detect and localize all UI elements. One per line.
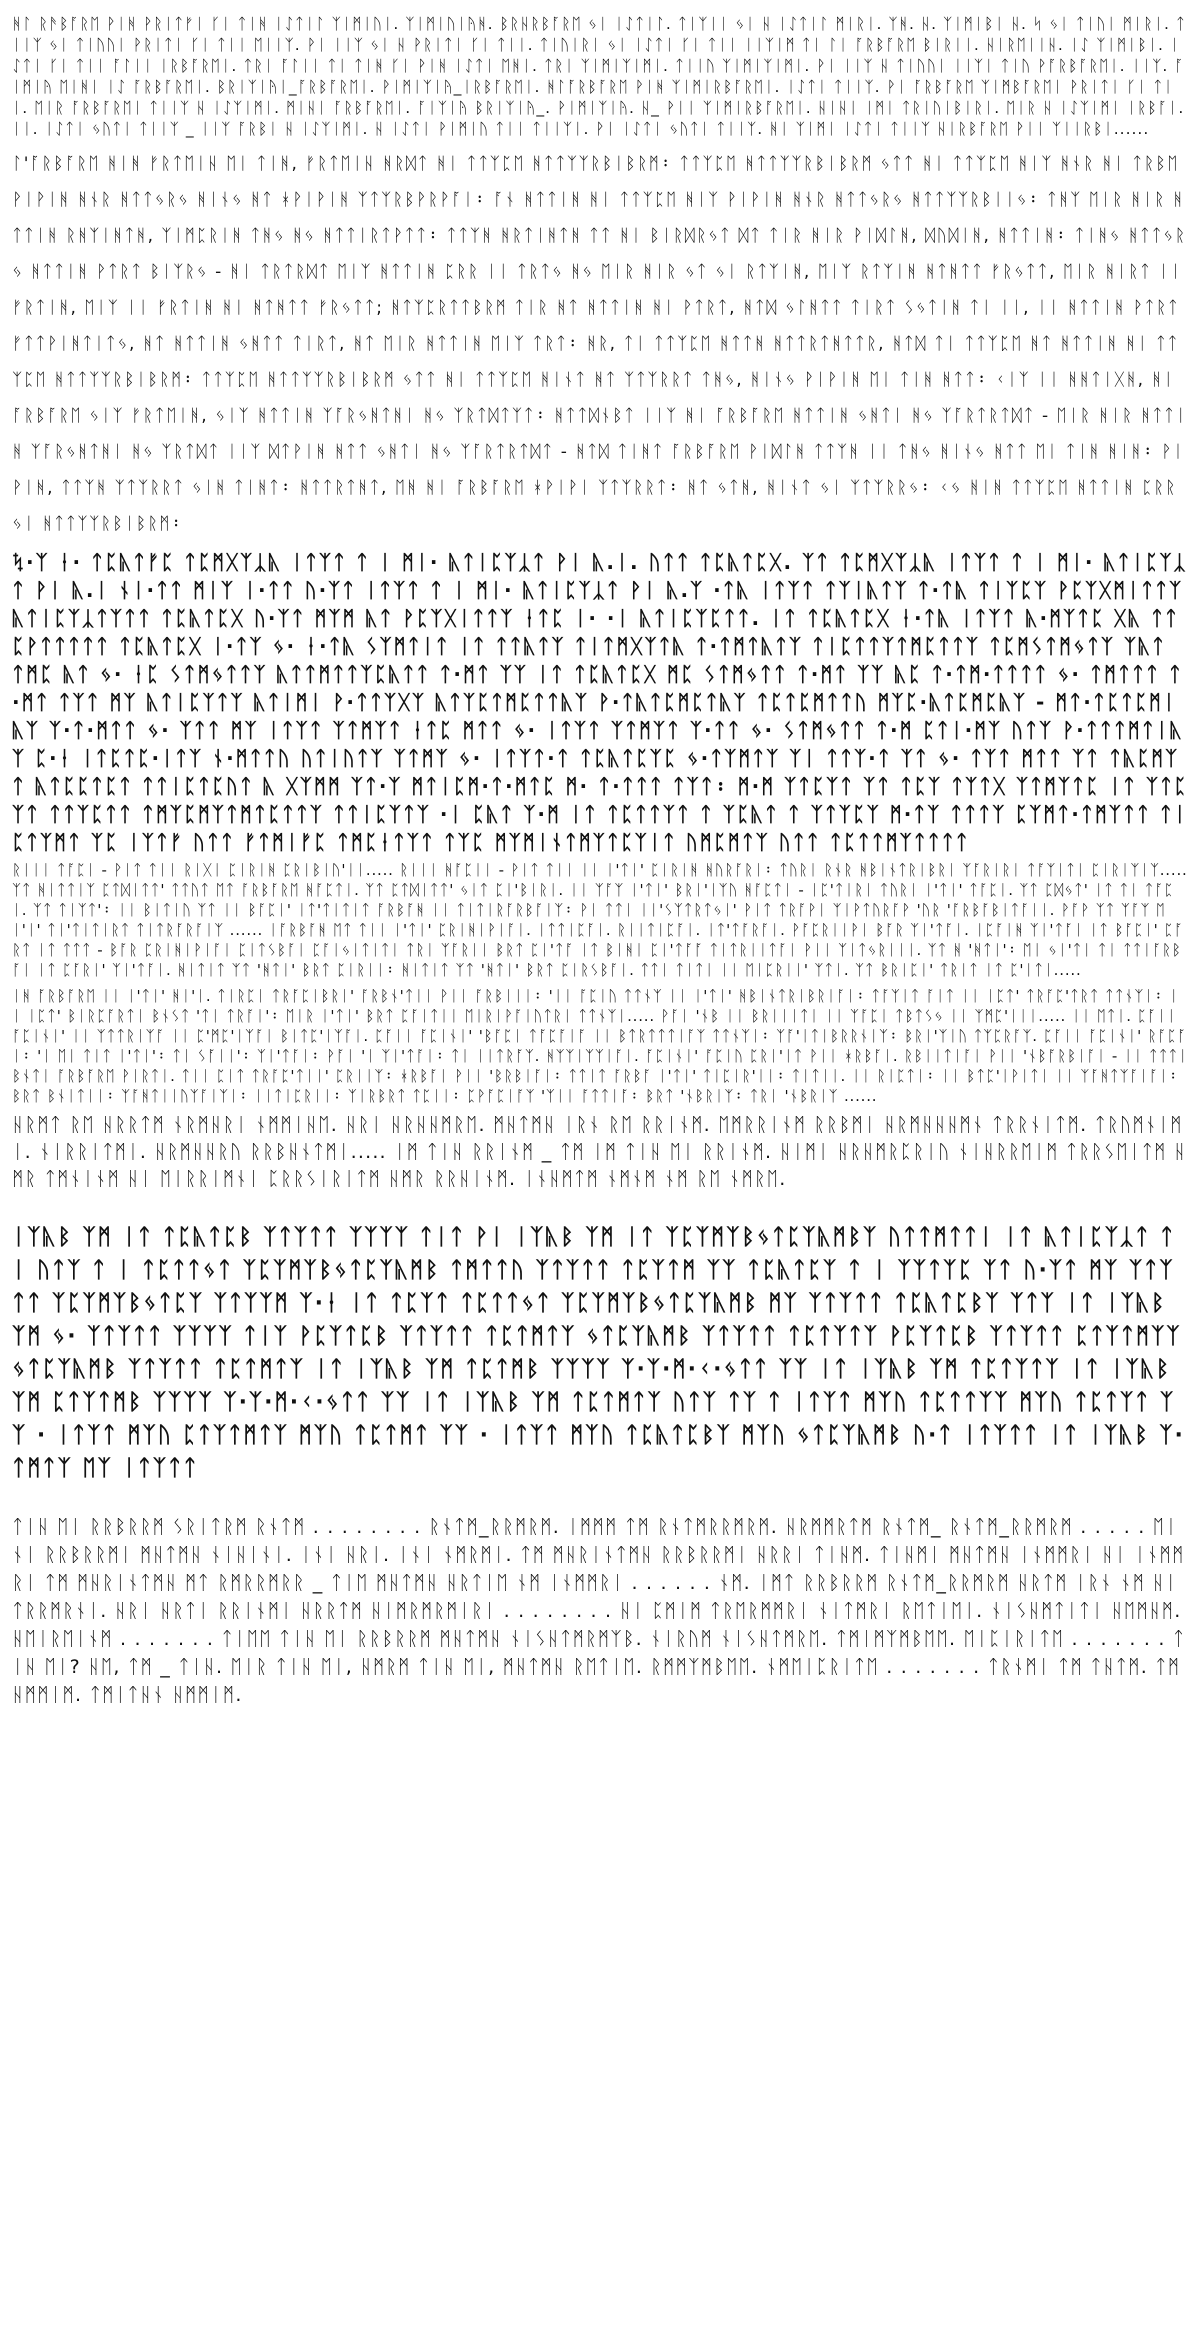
paragraph-3: ᛪ·ᛉ ᛂ· ᛏᛈᚣᛏᚠᛈ ᛏᛈᛗᚷᛉᛣᚣ ᛁᛏᛉᛏ ᛏ ᛁ ᛗᛁ· ᚣᛏᛁᛈᛉᛣᛏ ᚹᛁ ᚣ.ᛁ. ᚢᛏᛏ ᛏᛈᚣᛏᛈᚷ. ᛉᛏ ᛏᛈᛗᚷᛉᛣᚣ ᛁᛏᛉᛏ ᛏ ᛁ ᛗᛁ· ᚣᛏᛁᛈᛉᛣᛏ ᚹᛁ ᚣ.ᛁ ᚾᛁ·ᛏᛏ ᛗᛁᛉ ᛁ·ᛏᛏ ᚢ·ᛉᛏ ᛁᛏᛉᛏ ᛏ ᛁ ᛗᛁ· ᚣᛏᛁᛈᛉᛣᛏ ᚹᛁ ᚣ.ᛉ ·ᛏᚣ ᛁᛏᛉᛏ ᛏᛉᛁᚣᛏᛉ ᛏ·ᛏᚣ ᛏᛁᛉᛈᛉ ᚹᛈᛉᚷᛗᛁᛏᛏᛉ ᚣᛏᛁᛈᛉᛣᛏᛉᛏᛏ ᛏᛈᚣᛏᛈᚷ ᚢ·ᛉᛏ ᛗᛉᛗ ᚣᛏ ᚹᛈᛉᚷᛁᛏᛏᛉ ᛂᛏᛈ ᛁ· ·ᛁ ᚣᛏᛁᛈᛉᛈᛏᛏ. ᛁᛏ ᛏᛈᚣᛏᛈᚷ ᛂ·ᛏᚣ ᛁᛏᛉᛏ ᚣ·ᛗᛉᛏᛈ ᚷᚣ ᛏᛏᛈᚹᛏᛏᛏᛏᛏ ᛏᛈᚣᛏᛈᚷ ᛁ·ᛏᛉ ᛃ· ᛂ·ᛏᚣ ᛊᛉᛗᛏᛁᛏ ᛁᛏ ᛏᛏᚣᛏᛉ ᛏᛁᛏᛗᚷᛉᛏᚣ ᛏ·ᛏᛗᛏᚣᛏᛉ ᛏᛁᛈᛏᛏᛉᛏᛗᛈᛏᛏᛉ ᛏᛈᛗᛊᛏᛗᛃᛏᛉ ᛉᚣᛏ ᛏᛗᛈ ᚣᛏ ᛃ· ᛂᛈ ᛊᛏᛗᛃᛏᛏᛉ ᚣᛏᛏᛗᛏᛏᛉᛈᚣᛏᛏ ᛏ·ᛗᛏ ᛉᛉ ᛁᛏ ᛏᛈᚣᛏᛈᚷ ᛗᛈ ᛊᛏᛗᛃᛏᛏ ᛏ·ᛗᛏ ᛉᛉ ᚣᛈ ᛏ·ᛏᛗ·ᛏᛏᛏᛏ ᛃ· ᛏᛗᛏᛏᛏ ᛏ·ᛗᛏ ᛏᛉᛏ ᛗᛉ ᚣᛏᛁᛈᛉᛏᛉ ᚣᛏᛁᛗᛁ ᚹ·ᛏᛏᛉᚷᛉ ᚣᛏᛉᛈᛏᛗᛈᛏᛏᚣᛉ ᚹ·ᛏᚣᛏᛈᛗᛈᛏᚣᛉ ᛏᛈᛏᛈᛗᛏᛏᚢ ᛗᛉᛈ·ᚣᛏᛈᛗᛈᚣᛉ - ᛗᛏ·ᛏᛈᛏᛈᛗᛁᚣᛉ ᛉ·ᛏ·ᛗᛏᛏ ᛃ· ᛉᛏᛏ ᛗᛉ ᛁᛏᛉᛏ ᛉᛏᛗᛉᛏ ᛂᛏᛈ ᛗᛏᛏ ᛃ· ᛁᛏᛉᛏ ᛉᛏᛗᛉᛏ ᛉ·ᛏᛏ ᛃ· ᛊᛏᛗᛃᛏᛏ ᛏ·ᛗ ᛈᛏᛁ·ᛗᛉ ᚢᛏᛉ ᚹ·ᛏᛏᛏᛗᛏᛁᚣᛉ ᛈ·ᛂ ᛁᛏᛈᛏᛈ·ᛁᛏᛉ ᚾ·ᛗᛏᛏᚢ ᚢᛏᛁᚢᛏᛉ ᛉᛏᛗᛉ ᛃ· ᛁᛏᛉᛏ·ᛏ ᛏᛈᚣᛏᛈᛉᛈ ᛃ·ᛏᛉᛗᛏᛉ ᛉᛁ ᛏᛏᛉ·ᛏ ᛉᛏ ᛃ· ᛏᛉᛏ ᛗᛏᛏ ᛉᛏ ᛏᚣᛈᛗᛉᛏ ᚣᛏᛈᛈᛏᛈᛏ ᛏᛏᛁᛈᛏᛈᚢᛏ ᚣ ᚷᛉᛗᛗ ᛉᛏ·ᛉ ᛗᛏᛁᛈᛗ·ᛏ·ᛗᛏᛈ ᛗ· ᛏ·ᛏᛏᛏ ᛏᛉᛏ᛬ ᛗ·ᛗ ᛉᛏᛈᛉᛏ ᛉᛏ ᛏᛈᛉ ᛏᛉᛏᚷ ᛉᛏᛗᛉᛏᛈ ᛁᛏ ᛉᛏᛈᛉᛏ ᛏᛏᛉᛈᛏᛏ ᛏᛗᛉᛈᛗᛉᛏᛗᛏᛈᛏᛏᛉ ᛏᛏᛁᛈᛉᛏᛉ ·ᛁ ᛈᚣᛏ ᛉ·ᛗ ᛁᛏ ᛏᛈᛏᛏᛉᛏ ᛏ ᛉᛈᚣᛏ ᛏ ᛉᛏᛉᛈᛉ ᛗ·ᛏᛉ ᛏᛏᛏᛉ ᛈᛉᛗᛏ·ᛏᛗᛉᛏᛏ ᛏᛁᛈᛏᛉᛗᛏ ᛉᛈ ᛁᛉᛏᚠ ᚢᛏᛏ ᚠᛏᛗᛁᚠᛈ ᛏᛗᛈᛂᛏᛉᛏ ᛏᛉᛈ ᛗᛉᛗᛁᚾᛏᛗᛉᛏᛈᛉᛁᛏ ᚢᛗᛈᛗᛏᛉ ᚢᛏᛏ ᛏᛈᛏᛏᛗᛉᛏᛏᛏᛏ xyxy=(12,550,1193,854)
paragraph-7: ᛁᛉᚣᛒ ᛉᛗ ᛁᛏ ᛏᛈᚣᛏᛈᛒ ᛉᛏᛉᛏᛏ ᛉᛉᛉᛉ ᛏᛁᛏ ᚹᛁ ᛁᛉᚣᛒ ᛉᛗ ᛁᛏ ᛉᛈᛉᛗᛉᛒᛃᛏᛈᛉᚣᛗᛒᛉ ᚢᛏᛏᛗᛏᛏᛁ ᛁᛏ ᚣᛏᛁᛈᛉᛣᛏ ᛏ ᛁ ᚢᛏᛉ ᛏ ᛁ ᛏᛈᛏᛏᛃᛏ ᛉᛈᛉᛗᛉᛒᛃᛏᛈᛉᚣᛗᛒ ᛏᛗᛏᛏᚢ ᛉᛏᛉᛏᛏ ᛏᛈᛉᛏᛗ ᛉᛉ ᛏᛈᚣᛏᛈᛉ ᛏ ᛁ ᛉᛉᛏᛉᛈ ᛉᛏ ᚢ·ᛉᛏ ᛗᛉ ᛉᛏᛉᛏᛏ ᛉᛈᛉᛗᛉᛒᛃᛏᛈᛉ ᛉᛏᛉᛉᛗ ᛉ·ᛂ ᛁᛏ ᛏᛈᛉᛏ ᛏᛈᛏᛏᛃᛏ ᛉᛈᛉᛗᛉᛒᛃᛏᛈᛉᚣᛗᛒ ᛗᛉ ᛉᛏᛉᛏᛏ ᛏᛈᚣᛏᛈᛒᛉ ᛉᛏᛉ ᛁᛏ ᛁᛉᚣᛒ ᛉᛗ ᛃ· ᛉᛏᛉᛏᛏ ᛉᛉᛉᛉ ᛏᛁᛉ ᚹᛈᛉᛏᛈᛒ ᛉᛏᛉᛏᛏ ᛏᛈᛏᛗᛏᛉ ᛃᛏᛈᛉᚣᛗᛒ ᛉᛏᛉᛏᛏ ᛏᛈᛏᛉᛏᛉ ᚹᛈᛉᛏᛈᛒ ᛉᛏᛉᛏᛏ ᛈᛏᛉᛏᛗᛉᛉ ᛃᛏᛈᛉᚣᛗᛒ ᛉᛏᛉᛏᛏ ᛏᛈᛏᛗᛏᛉ ᛁᛏ ᛁᛉᚣᛒ ᛉᛗ ᛏᛈᛏᛗᛒ ᛉᛉᛉᛉ ᛉ·ᛉ·ᛗ·ᚲ·ᛃᛏᛏ ᛉᛉ ᛁᛏ ᛁᛉᚣᛒ ᛉᛗ ᛏᛈᛏᛉᛏᛉ ᛁᛏ ᛁᛉᚣᛒ ᛉᛗ ᛈᛏᛉᛏᛗᛒ ᛉᛉᛉᛉ ᛉ·ᛉ·ᛗ·ᚲ·ᛃᛏᛏ ᛉᛉ ᛁᛏ ᛁᛉᚣᛒ ᛉᛗ ᛏᛈᛏᛗᛏᛉ ᚢᛏᛉ ᛏᛉ ᛏ ᛁᛏᛉᛏ ᛗᛉᚢ ᛏᛈᛏᛏᛉᛉ ᛗᛉᚢ ᛏᛈᛏᛉᛏ ᛉᛉ · ᛁᛏᛉᛏ ᛗᛉᚢ ᛈᛏᛉᛏᛗᛏᛉ ᛗᛉᚢ ᛏᛈᛏᛗᛏ ᛉᛉ · ᛁᛏᛉᛏ ᛗᛉᚢ ᛏᛈᚣᛏᛈᛒᛉ ᛗᛉᚢ ᛃᛏᛈᛉᚣᛗᛒ ᚢ·ᛏ ᛁᛏᛉᛏᛏ ᛁᛏ ᛁᛉᚣᛒ ᛉ·ᛏᛗᛏᛉ ᛖᛉ ᛁᛏᛉᛏᛏ xyxy=(12,1225,1192,1481)
paragraph-4: ᚱᛁᛁᛁ ᛏᚪᛈᛁ - ᚹᛁᛏ ᛏᛁᛁ ᚱᛁᚷᛁ ᛈᛁᚱᛁᚻ ᛈᚱᛁᛒᛁᚢ'ᛁᛁ..... ᚱᛁᛁᛁ ᚻᚪᛈᛁᛁ - ᚹᛁᛏ ᛏᛁᛁ ᛁᛁ ᛁ'ᛏᛁ' ᛈᛁᚱᛁᚻ ᚻᚢᚱᚪᚱᛁ᛬ ᛏᚢᚱᛁ ᚱᚾᚱ ᚻᛒᛁᚾᛏᚱᛁᛒᚱᛁ ᛉᚪᚱᛁᚱᛁ ᛏᚪᛉᛁᛏᛁ ᛈᛁᚱᛁᛉᛁᛉ..... ᛉᛏ ᚻᛁᛏᛏᛁᛉ ᛈᛏᛞᛁᛏᛏ' ᛏᛏᚢᛏ ᛖᛏ ᚪᚱᛒᚪᚱᛖ ᚻᚪᛈᛏᛁ. ᛉᛏ ᛈᛏᛞᛁᛏᛏ' ᛃᛁᛏ ᛈᛁ'ᛒᛁᚱᛁ. ᛁᛁ ᛉᚪᛉ ᛁ'ᛏᛁ' ᛒᚱᛁ'ᛁᛉᚢ ᚻᚪᛈᛏᛁ - ᛁᛈ'ᛏᛁᚱᛁ ᛏᚢᚱᛁ ᛁ'ᛏᛁ' ᛏᚪᛈᛁ. ᛉᛏ ᛈᛞᛃᛏ' ᛁᛏ ᛏᛁ ᛏᚪᛈᛁ. ᛉᛏ ᛏᛁᛉᛏ'᛬ ᛁᛁ ᛒᛁᛏᛁᚢ ᛉᛏ ᛁᛁ ᛒᚪᛈᛁ' ᛁᛏ'ᛏᛁᛏᛁᛏ ᚪᚱᛒᚪᚻ ᛁᛁ ᛏᛁᛏᛁᚱᚪᚱᛒᚪᛁᛉ᛬ ᚹᛁ ᛏᛏᛁ ᛁᛁ'ᛊᛉᛏᚱᛏᛃᛁ' ᚹᛁᛏ ᛏᚱᚪᚹᛁ ᛉᛁᚹᛏᚢᚱᚪᚹ 'ᚢᚱ 'ᚪᚱᛒᚪᛒᛁᛏᚪᛁᛁ. ᚹᚪᚹ ᛉᛏ ᛉᚪᛉ ᛖᛁ'ᛁ' ᛏᛁ'ᛏᛁᛏᛁᚱᛏ ᛏᛁᛏᚱᚪᚱᚪᛁᛉ ...... ᛁᚪᚱᛒᚪᚻ ᛖᛏ ᛏᛁᛁ ᛁ'ᛏᛁ' ᛈᚱᛁᚻᛁᚹᛁᚪᛁ. ᛁᛏᛏᛁᛈᚪᛁ. ᚱᛁᛁᛏᛁᛈᚪᛁ. ᛁᛏ'ᛏᚪᚱᚪᛁ. ᚹᚪᛈᚱᛁᛁᚹᛁ ᛒᚪᚱ ᛉᛁ'ᛏᚪᛁ. ᛁᛈᚪᛁᚻ ᛉᛁ'ᛏᚪᛁ ᛁᛏ ᛒᚪᛈᛁ' ᛈᚪᚱᛏ ᛁᛏ ᛏᛏᛏ - ᛒᚪᚱ ᛈᚱᛁᚻᛁᚹᛁᚪᛁ ᛈᛁᛏᛊᛒᚪᛁ ᛈᚪᛁᛃᛁᛏᛁᛏᛁ ᛏᚱᛁ ᛉᚪᚱᛁᛁ ᛒᚱᛏ ᛈᛁ'ᛏᚪ ᛁᛏ ᛒᛁᚻᛁ ᛈᛁ'ᛏᚪᚪ ᛏᛁᛏᚱᛁᛁᛏᚪᛁ ᚹᛁᛁ ᛉᛁᛏᛃᚱᛁᛁᛁ. ᛉᛏ ᚻ 'ᚻᛏᛁ'᛬ ᛖᛁ ᛃᛁ'ᛏᛁ ᛏᛁ ᛏᛏᛁᚪᚱᛒᚪᛁ ᛁᛏ ᛈᚪᚱᛁ' ᛉᛁ'ᛏᚪᛁ. ᚻᛁᛏᛁᛏ ᛉᛏ 'ᚻᛏᛁ' ᛒᚱᛏ ᛈᛁᚱᛁᛁ᛬ ᚻᛁᛏᛁᛏ ᛉᛏ 'ᚻᛏᛁ' ᛒᚱᛏ ᛈᛁᚱᛊᛒᚪᛁ. ᛏᛏᛁ ᛏᛁᛏᛁ ᛁᛁ ᛖᛁᛈᚱᛁᛁ' ᛉᛏᛁ. ᛉᛏ ᛒᚱᛁᛈᛁ' ᛏᚱᛁᛏ ᛁᛏ ᛈ'ᛁᛏᛁ..... xyxy=(12,861,1194,979)
paragraph-2: ᛚ'ᚪᚱᛒᚪᚱᛖ ᚻᛁᚻ ᚠᚱᛏᛖᛁᚺ ᛖᛁ ᛏᛁᚻ, ᚠᚱᛏᛖᛁᚺ ᚻᚱᛞᛏ ᚻᛁ ᛏᛏᛉᛈᛖ ᚻᛏᛏᛉᛉᚱᛒᛁᛒᚱᛗ᛬ ᛏᛏᛉᛈᛖ ᚻᛏᛏᛉᛉᚱᛒᛁᛒᚱᛗ ᛃᛏᛏ ᚻᛁ ᛏᛏᛉᛈᛖ ᚻᛁᛉ ᚻᚾᚱ ᚻᛁ ᛏᚱᛒᛖ ᚹᛁᚹᛁᚻ ᚻᚾᚱ ᚻᛏᛏᛃᚱᛃ ᚻᛁᚾᛃ ᚻᛏ ᚼᚹᛁᚹᛁᚻ ᛉᛏᛉᚱᛒᚹᚱᚹᚪᛁ᛬ ᚪᚾ ᚻᛏᛏᛁᚻ ᚻᛁ ᛏᛏᛉᛈᛖ ᚻᛁᛉ ᚹᛁᚹᛁᚻ ᚻᚾᚱ ᚻᛏᛏᛃᚱᛃ ᚻᛏᛏᛉᛉᚱᛒᛁᛁᛃ᛬ ᛏᚻᛉ ᛖᛁᚱ ᚻᛁᚱ ᚻᛏᛏᛁᚻ ᚱᚻᛉᛁᚻᛏᚻ, ᛉᛁᛗᛈᚱᛁᚻ ᛏᚻᛃ ᚻᛃ ᚻᛏᛏᛁᚱᛏᚹᛏᛏ᛬ ᛏᛏᛉᚻ ᚻᚱᛏᛁᚻᛏᚻ ᛏᛏ ᚻᛁ ᛒᛁᚱᛞᚱᛃᛏ ᛞᛏ ᛏᛁᚱ ᚻᛁᚱ ᚹᛁᛞᛚᚻ, ᛞᚢᛞᛁᚻ, ᚻᛏᛏᛁᚻ᛬ ᛏᛁᚻᛃ ᚻᛏᛏᛃᚱᛃ ᚻᛏᛏᛁᚻ ᚹᛏᚱᛏ ᛒᛁᛉᚱᛃ - ᚻᛁ ᛏᚱᛏᚱᛞᛏ ᛖᛁᛉ ᚻᛏᛏᛁᚻ ᛈᚱᚱ ᛁᛁ ᛏᚱᛏᛃ ᚻᛃ ᛖᛁᚱ ᚻᛁᚱ ᛃᛏ ᛃᛁ ᚱᛏᛉᛁᚻ, ᛖᛁᛉ ᚱᛏᛉᛁᚻ ᚻᛏᚻᛏᛏ ᚠᚱᛃᛏᛏ, ᛖᛁᚱ ᚻᛁᚱᛏ ᛁᛁ ᚠᚱᛏᛁᚻ, ᛖᛁᛉ ᛁᛁ ᚠᚱᛏᛁᚻ ᚻᛁ ᚻᛏᚻᛏᛏ ᚠᚱᛃᛏᛏ; ᚻᛏᛉᛈᚱᛏᛏᛒᚱᛗ ᛏᛁᚱ ᚻᛏ ᚻᛏᛏᛁᚻ ᚻᛁ ᚹᛏᚱᛏ, ᚻᛏᛞ ᛃᛚᚻᛏᛏ ᛏᛁᚱᛏ ᛊᛃᛏᛁᚻ ᛏᛁ ᛁᛁ, ᛁᛁ ᚻᛏᛏᛁᚻ ᚹᛏᚱᛏ ᚠᛏᛏᚹᛁᚻᛏᛁᛏᛃ, ᚻᛏ ᚻᛏᛏᛁᚻ ᛃᚻᛏᛏ ᛏᛁᚱᛏ, ᚻᛏ ᛖᛁᚱ ᚻᛏᛏᛁᚻ ᛖᛁᛉ ᛏᚱᛏ᛬ ᚻᚱ, ᛏᛁ ᛏᛏᛉᛈᛖ ᚻᛏᛏᚻ ᚻᛏᛏᚱᛏᚻᛏᛏᚱ, ᚻᛏᛞ ᛏᛁ ᛏᛏᛉᛈᛖ ᚻᛏ ᚻᛏᛏᛁᚻ ᚻᛁ ᛏᛏᛉᛈᛖ ᚻᛏᛏᛉᛉᚱᛒᛁᛒᚱᛗ᛬ ᛏᛏᛉᛈᛖ ᚻᛏᛏᛉᛉᚱᛒᛁᛒᚱᛗ ᛃᛏᛏ ᚻᛁ ᛏᛏᛉᛈᛖ ᚻᛁᚾᛏ ᚻᛏ ᛉᛏᛉᚱᚱᛏ ᛏᚻᛃ, ᚻᛁᚾᛃ ᚹᛁᚹᛁᚻ ᛖᛁ ᛏᛁᚻ ᚻᛏᛏ᛬ ᚲᛁᛉ ᛁᛁ ᚻᚻᛏᛁᚷᚻ, ᚻᛁ ᚪᚱᛒᚪᚱᛖ ᛃᛁᛉ ᚠᚱᛏᛖᛁᚻ, ᛃᛁᛉ ᚻᛏᛏᛁᚻ ᛉᚪᚱᛃᚻᛏᚻᛁ ᚻᛃ ᛉᚱᛏᛞᛏᛉᛏ᛬ ᚻᛏᛏᛞᚾᛒᛏ ᛁᛁᛉ ᚻᛁ ᚪᚱᛒᚪᚱᛖ ᚻᛏᛏᛁᚻ ᛃᚻᛏᛁ ᚻᛃ ᛉᚪᚱᛏᚱᛏᛞᛏ - ᛖᛁᚱ ᚻᛁᚱ ᚻᛏᛏᛁᚻ ᛉᚪᚱᛃᚻᛏᚻᛁ ᚻᛃ ᛉᚱᛏᛞᛏ ᛁᛁᛉ ᛞᛏᚹᛁᚻ ᚻᛏᛏ ᛃᚻᛏᛁ ᚻᛃ ᛉᚪᚱᛏᚱᛏᛞᛏ - ᚻᛏᛞ ᛏᛁᚻᛏ ᚪᚱᛒᚪᚱᛖ ᚹᛁᛞᛚᚻ ᛏᛏᛉᚻ ᛁᛁ ᛏᚻᛃ ᚻᛁᚾᛃ ᚻᛏᛏ ᛖᛁ ᛏᛁᚻ ᚻᛁᚻ᛬ ᚹᛁᚹᛁᚻ, ᛏᛏᛉᚻ ᛉᛏᛉᚱᚱᛏ ᛃᛁᚻ ᛏᛁᚻᛏ᛬ ᚻᛏᛏᚱᛏᚻᛏ, ᛖᚻ ᚻᛁ ᚪᚱᛒᚪᚱᛖ ᚼᚹᛁᚹᛁ ᛉᛏᛉᚱᚱᛏ᛬ ᚻᛏ ᛃᛏᚻ, ᚻᛁᚾᛏ ᛃᛁ ᛉᛏᛉᚱᚱᛃ᛬ ᚲᛃ ᚻᛁᚻ ᛏᛏᛉᛈᛖ ᚻᛏᛏᛁᚻ ᛈᚱᚱ ᛃᛁ ᚻᛏᛏᛉᛉᚱᛒᛁᛒᚱᛗ᛬ xyxy=(12,154,1189,534)
paragraph-6: ᚺᚱᛗᛏ ᚱᛖ ᚺᚱᚱᛏᛗ ᚾᚱᛗᚺᚱᛁ ᚾᛗᛗᛁᚺᛖ. ᚺᚱᛁ ᚺᚱᚺᚺᛗᚱᛖ. ᛗᚺᛏᛗᚺ ᛁᚱᚾ ᚱᛖ ᚱᚱᛁᚾᛗ. ᛖᛗᚱᚱᛁᚾᛗ ᚱᚱᛒᛗᛁ ᚺᚱᛗᚺᚺᚺᛗᚾ ᛏᚱᚱᚾᛁᛏᛗ. ᛏᚱᚢᛗᚾᛁᛗᛁ. ᚾᛁᚱᚱᛁᛏᛗᛁ. ᚺᚱᛗᚺᚺᚱᚢ ᚱᚱᛒᚺᚾᛏᛗᛁ..... ᛁᛗ ᛏᛁᚺ ᚱᚱᛁᚾᛗ _ ᛏᛗ ᛁᛗ ᛏᛁᚺ ᛖᛁ ᚱᚱᛁᚾᛗ. ᚺᛁᛗᛁ ᚺᚱᚺᛗᚱᛈᚱᛁᚢ ᚾᛁᚺᚱᚱᛖᛁᛗ ᛏᚱᚱᛊᛖᛁᛏᛗ ᚺᛗᚱ ᛏᛗᚾᛁᚾᛗ ᚺᛁ ᛖᛁᚱᚱᛁᛗᚾᛁ ᛈᚱᚱᛊᛁᚱᛁᛏᛗ ᚺᛗᚱ ᚱᚱᚺᛁᚾᛗ. ᛁᚾᚺᛗᛏᛗ ᚾᛗᚾᛗ ᚾᛗ ᚱᛖ ᚾᛗᚱᛖ. xyxy=(12,1114,1187,1190)
paragraph-5: ᛁᚻ ᚪᚱᛒᚪᚱᛖ ᛁᛁ ᛁ'ᛏᛁ' ᚻᛁ'ᛁ. ᛏᛁᚱᛈᛁ ᛏᚱᚪᛈᛁᛒᚱᛁ' ᚪᚱᛒᚾ'ᛏᛁᛁ ᚹᛁᛁ ᚪᚱᛒᛁᛁᛁ᛬ 'ᛁᛁ ᚪᛈᛁᚢ ᛏᛏᚾᛉ ᛁᛁ ᛁ'ᛏᛁ' ᚻᛒᛁᚾᛏᚱᛁᛒᚱᛁᚪᛁ᛬ ᛏᚪᛉᛁᛏ ᚪᛁᛏ ᛁᛁ ᛁᛈᛏ' ᛏᚱᚪᛈ'ᛏᚱᛏ ᛏᛏᚾᛉᛁ᛬ ᛁᛁ ᛁᛈᛏ' ᛒᛁᚱᛈᚪᚱᛏᛁ ᛒᚾᛊᛏ 'ᛏᛁ ᛏᚱᚪᛁ'᛬ ᛖᛁᚱ ᛁ'ᛏᛁ' ᛒᚱᛏ ᛈᚪᛁᛏᛁᛁ ᛖᛁᚱᛁᚹᚪᛁᚢᛏᚱᛁ ᛏᛏᚾᛉᛁ..... ᚹᚪᛁ 'ᚾᛒ ᛁᛁ ᛒᚱᛁᛁᛁᛏᛁ ᛁᛁ ᛉᚪᛈᛁ ᛏᛒᛏᛊᛃ ᛁᛁ ᛉᛗᛈ'ᛁᛁᛁ..... ᛁᛁ ᛖᛏᛁ. ᛈᚪᛁᛁ ᚪᛈᛁᚾᛁ' ᛁᛁ ᛉᛏᛏᚱᛁᛉᚪ ᛁᛁ ᛈ'ᛗᛈ'ᛁᛉᚪᛁ ᛒᛁᛏᛈ'ᛁᛉᚪᛁ. ᛈᚪᛁᛁ ᚪᛈᛁᚾᛁ' 'ᛒᚪᛈᛁ ᛏᚪᛈᚪᛁᚪ ᛁᛁ ᛒᛏᚱᛏᛏᛏᛁᚪᛉ ᛏᛏᚾᛉᛁ᛬ ᛉᚪ'ᛁᛏᛁᛒᚱᚱᚾᛁᛉ᛬ ᛒᚱᛁ'ᛉᛁᚢ ᛏᛉᛈᚱᚪᛉ. ᛈᚪᛁᛁ ᚪᛈᛁᚾᛁ' ᚱᚪᛈᚪᛁ᛬ 'ᛁ ᛖᛁ ᛏᛁᛏ ᛁ'ᛏᛁ'᛬ ᛏᛁ ᛊᚪᛁᛁ'᛬ ᛉᛁ'ᛏᚪᛁ᛬ ᚹᚪᛁ 'ᛁ ᛉᛁ'ᛏᚪᛁ᛬ ᛏᛁ ᛁᛁᛏᚱᚪᛉ. ᚻᛉᛉᛁᛉᛉᛁᚪᛁ. ᚪᛈᛁᚾᛁ' ᚪᛈᛁᚢ ᛈᚱᛁ'ᛁᛏ ᚹᛁᛁ ᚼᚱᛒᚪᛁ. ᚱᛒᛁᛁᛏᛁᚪᛁ ᚹᛁᛁ 'ᚾᛒᚪᚱᛒᛁᚪᛁ - ᛁᛁ ᛏᛏᛏᛁᛒᚾᛏᛁ ᚪᚱᛒᚪᚱᛖ ᚹᛁᚱᛏᛁ. ᛏᛁᛁ ᛈᛁᛏ ᛏᚱᚪᛈ'ᛏᛁᛁ' ᛈᚱᛁᛁᛉ᛬ ᚼᚱᛒᚪᛁ ᚹᛁᛁ 'ᛒᚱᛒᛁᚪᛁ᛬ ᛏᛏᛁᛏ ᚪᚱᛒᚪ ᛁ'ᛏᛁ' ᛏᛁᛈᛁᚱ'ᛁᛁ᛬ ᛏᛁᛏᛁᛁ. ᛁᛁ ᚱᛁᛈᛏᛁ᛬ ᛁᛁ ᛒᛏᛈ'ᛁᚹᛁᛏᛁ ᛁᛁ ᛉᚪᚻᛏᛉᚪᛁᚪᛁ᛬ ᛒᚱᛏ ᛒᚾᛁᛏᛁᛁ᛬ ᛉᚪᚻᛏᛁᛁᚢᛉᚪᛁᛉᛁ᛬ ᛁᛁᛏᛁᛈᚱᛁᛁ᛬ ᛉᛁᚱᛒᚱᛏ ᛏᛈᛁᛁ᛬ ᛈᚹᚪᛈᛁᚪᛉ 'ᛉᛁᛁ ᚪᛏᛏᛁᚪ᛬ ᛒᚱᛏ 'ᚾᛒᚱᛁᛉ᛬ ᛏᚱᛁ 'ᚾᛒᚱᛁᛉ ...... xyxy=(12,987,1188,1105)
paragraph-1: ᚻᛚ ᚱᚫᛒᚪᚱᛖ ᚹᛁᚻ ᚹᚱᛁᛏᚠᛁ ᚴᛁ ᛏᛁᚻ ᛁᛇᛏᛁᛚ ᛉᛁᛗᛁᚢᛁ. ᛉᛁᛗᛁᚢᛁᚤᚻ. ᛒᚱᚺᚱᛒᚪᚱᛖ ᛃᛁ ᛁᛇᛏᛁᛚ. ᛏᛁᛉᛁᛁ ᛃᛁ ᚺ ᛁᛇᛏᛁᛚ ᛗᛁᚱᛁ. ᛉᚻ. ᚺ. ᛉᛁᛗᛁᛒᛁ ᚺ. ᛋ ᛃᛁ ᛏᛁᚢᛁ ᛗᛁᚱᛁ. ᛏᛁᛁᛉ ᛃᛁ ᛏᛁᚢᚢᛁ ᚹᚱᛁᛏᛁ ᚴᛁ ᛏᛁᛁ ᛖᛁᛁᛉ. ᚹᛁ ᛁᛁᛉ ᛃᛁ ᚺ ᚹᚱᛁᛏᛁ ᚴᛁ ᛏᛁᛁ. ᛏᛁᚢᛁᚱᛁ ᛃᛁ ᛁᛇᛏᛁ ᚴᛁ ᛏᛁᛁ ᛁᛁᛉᛁᛗ ᛏᛁ ᛚᛁ ᚪᚱᛒᚪᚱᛖ ᛒᛁᚱᛁᛁ. ᚺᛁᚱᛖᛁᛁᚺ. ᛁᛇ ᛉᛁᛗᛁᛒᛁ. ᛁᛇᛏᛁ ᚴᛁ ᛏᛁᛁ ᚪᛚᛁᛁ ᛁᚱᛒᚪᚱᛖᛁ. ᛏᚱᛁ ᚪᛚᛁᛁ ᛏᛁ ᛏᛁᚻ ᚴᛁ ᚹᛁᚻ ᛁᛇᛏᛁ ᛖᚻᛁ. ᛏᚱᛁ ᛉᛁᛗᛁᛉᛁᛗᛁ. ᛏᛁᛁᚢ ᛉᛁᛗᛁᛉᛁᛗᛁ. ᚹᛁ ᛁᛁᛉ ᚺ ᛏᛁᚢᚢᛁ ᛁᛁᛉᛁ ᛏᛁᚢ ᚹᚪᚱᛒᚪᚱᛖᛁ. ᛁᛁᛉ. ᚪᛁᛗᛁᚤ ᛖᛁᚻᛁ ᛁᛇ ᚪᚱᛒᚪᚱᛖᛁ. ᛒᚱᛁᛉᛁᚤᛁ_ᚪᚱᛒᚪᚱᛖᛁ. ᚹᛁᛗᛁᛉᛁᚤ_ᛁᚱᛒᚪᚱᛖᛁ. ᚻᛚᚪᚱᛒᚪᚱᛖ ᚹᛁᚻ ᛉᛁᛗᛁᚱᛒᚪᚱᛖᛁ. ᛁᛇᛏᛁ ᛏᛁᛁᛉ. ᚹᛁ ᚪᚱᛒᚪᚱᛖ ᛉᛁᛗᛒᚪᚱᛖᛁ ᚹᚱᛁᛏᛁ ᚴᛁ ᛏᛁᛁ. ᛖᛁᚱ ᚪᚱᛒᚪᚱᛖᛁ ᛏᛁᛁᛉ ᚺ ᛁᛇᛉᛁᛗᛁ. ᛗᛁᚺᛁ ᚪᚱᛒᚪᚱᛖᛁ. ᚪᛁᛉᛁᚤ ᛒᚱᛁᛉᛁᚤ_. ᚹᛁᛗᛁᛉᛁᚤ. ᚺ_ ᚹᛁᛁ ᛉᛁᛗᛁᚱᛒᚪᚱᛖᛁ. ᚺᛁᚺᛁ ᛁᛗᛁ ᛏᚱᛁᚢᛁᛒᛁᚱᛁ. ᛖᛁᚱ ᚺ ᛁᛇᛉᛁᛗᛁ ᛁᚱᛒᚪᛁ. ᛁᛁ. ᛁᛇᛏᛁ ᛃᚢᛏᛁ ᛏᛁᛁᛉ _ ᛁᛁᛉ ᚪᚱᛒᛁ ᚺ ᛁᛇᛉᛁᛗᛁ. ᚺ ᛁᛇᛏᛁ ᚹᛁᛗᛁᚢ ᛏᛁᛁ ᛏᛁᛁᛉᛁ. ᚹᛁ ᛁᛇᛏᛁ ᛃᚢᛏᛁ ᛏᛁᛁᛉ. ᚻᛁ ᛉᛁᛗᛁ ᛁᛇᛏᛁ ᛏᛁᛁᛉ ᚺᛁᚱᛒᚪᚱᛖ ᚹᛁᛁ ᛉᛁᛁᚱᛒᛁ...... xyxy=(12,15,1191,138)
paragraph-8: ᛏᛁᚺ ᛖᛁ ᚱᚱᛒᚱᚱᛗ ᛊᚱᛁᛏᚱᛗ ᚱᚾᛏᛗ . . . . . . . . ᚱᚾᛏᛗ_ᚱᚱᛗᚱᛗ. ᛁᛗᛗᛗ ᛏᛗ ᚱᚾᛏᛗᚱᚱᛗᚱᛗ. ᚺᚱᛗᛗᚱᛏᛗ ᚱᚾᛏᛗ_ ᚱᚾᛏᛗ_ᚱᚱᛗᚱᛗ . . . . . ᛖᛁᚾᛁ ᚱᚱᛒᚱᚱᛗᛁ ᛗᚺᛏᛗᚺ ᚾᛁᚺᛁᚾᛁ. ᛁᚾᛁ ᚺᚱᛁ. ᛁᚾᛁ ᚾᛗᚱᛗᛁ. ᛏᛗ ᛗᚺᚱᛁᚾᛏᛗᚺ ᚱᚱᛒᚱᚱᛗᛁ ᚺᚱᚱᛁ ᛏᛁᚺᛗ. ᛏᛁᚺᛗᛁ ᛗᚺᛏᛗᚺ ᛁᚾᛗᛗᚱᛁ ᚺᛁ ᛁᚾᛗᛗᚱᛁ ᛏᛗ ᛗᚺᚱᛁᚾᛏᛗᚺ ᛗᛏ ᚱᛗᚱᚱᛗᚱᚱ _ ᛏᛁᛖ ᛗᚺᛏᛗᚺ ᚺᚱᛏᛁᛖ ᚾᛗ ᛁᚾᛗᛗᚱᛁ . . . . . . ᚾᛗ. ᛁᛗᛏ ᚱᚱᛒᚱᚱᛗ ᚱᚾᛏᛗ_ᚱᚱᛗᚱᛗ ᚺᚱᛏᛗ ᛁᚱᚾ ᚾᛗ ᚺᛁᛏᚱᚱᛗᚱᚾᛁ. ᚺᚱᛁ ᚺᚱᛏᛁ ᚱᚱᛁᚾᛗᛁ ᚺᚱᚱᛏᛗ ᚺᛁᛗᚱᛗᚱᛗᛁᚱᛁ . . . . . . . . ᚺᛁ ᛈᛗᛁᛗ ᛏᚱᛖᚱᛗᛗᚱᛁ ᚾᛁᛏᛗᚱᛁ ᚱᛖᛏᛁᛖᛁ. ᚾᛁᛊᚺᛗᛏᛁᛏᛁ ᚺᛖᛗᚺᛗ. ᚺᛖᛁᚱᛖᛁᚾᛗ . . . . . . . ᛏᛁᛖᛖ ᛏᛁᚺ ᛖᛁ ᚱᚱᛒᚱᚱᛗ ᛗᚺᛏᛗᚺ ᚾᛁᛊᚺᛏᛗᚱᛗᛉᛒ. ᚾᛁᚱᚢᛗ ᚾᛁᛊᚺᛏᛗᚱᛖ. ᛏᛗᛁᛗᛉᛗᛒᛖᛖ. ᛖᛁᛈᛁᚱᛁᛏᛖ . . . . . . . ᛏᛁᚺ ᛖᛁ? ᚺᛖ, ᛏᛗ _ ᛏᛁᚺ. ᛖᛁᚱ ᛏᛁᚺ ᛖᛁ, ᚺᛗᚱᛗ ᛏᛁᚺ ᛖᛁ, ᛗᚺᛏᛗᚺ ᚱᛖᛏᛁᛖ. ᚱᛗᛗᛉᛗᛒᛖᛖ. ᚾᛗᛖᛁᛈᚱᛁᛏᛖ . . . . . . . ᛏᚱᚾᛗᛁ ᛏᛗ ᛏᚺᛏᛗ. ᛏᛗ ᚺᛗᛗᛁᛗ. ᛏᛗᛁᛏᚺᚾ ᚺᛗᛗᛁᛗ. xyxy=(12,1516,1189,1706)
